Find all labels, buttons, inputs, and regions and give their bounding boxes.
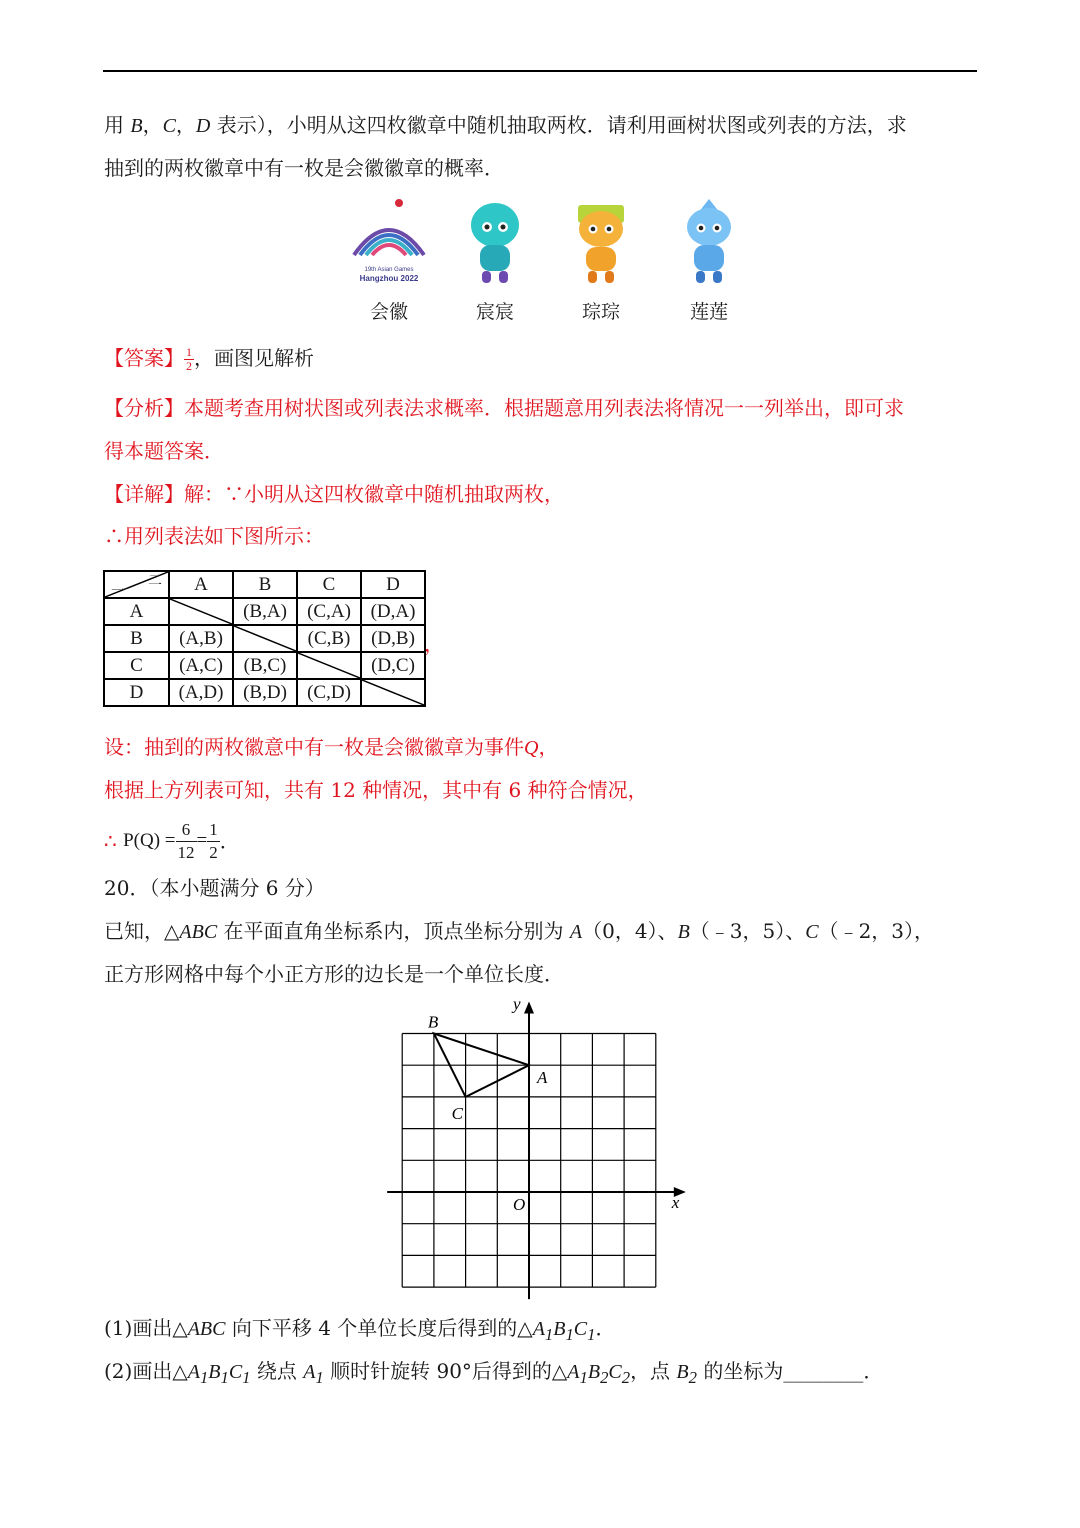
cell-diagonal	[234, 626, 296, 651]
part-2: (2)画出$\triangle A_1B_1C_1$ 绕点 $A_1$ 顺时针旋转 90°后得到的$\triangle A_1B_2C_2$，点 $B_2$ 的坐标为________．	[104, 1359, 884, 1387]
svg-text:Hangzhou 2022: Hangzhou 2022	[359, 274, 419, 283]
answer-fraction: $\frac{1}{2}$	[186, 345, 192, 373]
part-1: (1)画出△ABC 向下平移 4 个单位长度后得到的$\triangle A_1B_1C_1$．	[104, 1316, 616, 1344]
row-header: B	[104, 625, 169, 652]
detail-line: 【详解】解：∵小明从这四枚徽章中随机抽取两枚，	[104, 482, 564, 506]
table-cell: (D,B)	[361, 625, 425, 652]
table-cell: (C,B)	[297, 625, 361, 652]
badge-chenchen	[450, 195, 540, 323]
origin-label: O	[513, 1195, 526, 1214]
row-header: C	[104, 652, 169, 679]
diagonal-cell	[361, 679, 425, 706]
vertex-label-c: C	[451, 1103, 463, 1123]
badge-congcong	[556, 195, 646, 323]
badge-row	[0, 195, 1080, 330]
vertex-label-b: B	[427, 1012, 439, 1032]
q20-line-1: 已知，△ABC 在平面直角坐标系内，顶点坐标分别为 A（0，4）、B（﹣3，5）、C（﹣2，3），	[104, 919, 935, 943]
intro-line-1: 用 B，C，D 表示），小明从这四枚徽章中随机抽取两枚．请利用画树状图或列表的方法，求	[104, 113, 907, 137]
answer-blank[interactable]: ________	[783, 1359, 864, 1383]
header-rule	[103, 70, 977, 72]
table-cell: (A,D)	[169, 679, 233, 706]
result-fraction-2: $\frac{1}{2}$	[209, 819, 218, 862]
table-corner: 二 一	[104, 571, 169, 598]
col-header: D	[361, 571, 425, 598]
cell-diagonal	[170, 599, 232, 624]
table-intro: ∴用列表法如下图所示：	[104, 524, 324, 548]
badge-caption: 琮琮	[581, 301, 620, 323]
q20-line-2: 正方形网格中每个小正方形的边长是一个单位长度．	[104, 962, 564, 986]
badge-emblem	[344, 195, 434, 323]
q20-title: 20．（本小题满分 6 分）	[104, 876, 325, 900]
analysis-line-2: 得本题答案．	[104, 439, 224, 463]
count-line: 根据上方列表可知，共有 12 种情况，其中有 6 种符合情况，	[104, 778, 648, 802]
col-header: C	[297, 571, 361, 598]
vertex-label-a: A	[537, 1068, 548, 1088]
probability-table	[103, 570, 426, 707]
badge-caption: 会徽	[369, 301, 408, 323]
asian-games-emblem-icon	[344, 195, 434, 290]
table-cell: (B,A)	[233, 598, 297, 625]
y-axis-arrow	[524, 1002, 534, 1014]
table-cell: (B,C)	[233, 652, 297, 679]
diagonal-cell	[297, 652, 361, 679]
svg-text:19th Asian Games: 19th Asian Games	[364, 267, 414, 273]
cell-diagonal	[362, 680, 424, 705]
table-row	[104, 679, 425, 706]
mascot-congcong-icon	[556, 195, 646, 290]
answer-line: 【答案】 $\frac{1}{2}$ ，画图见解析	[104, 345, 314, 373]
result-fraction-1: $\frac{6}{12}$	[177, 819, 195, 862]
table-trailing-comma: ，	[424, 632, 444, 656]
table-row	[104, 598, 425, 625]
table-cell: (A,C)	[169, 652, 233, 679]
row-header: D	[104, 679, 169, 706]
mascot-chenchen-icon	[450, 195, 540, 290]
let-line: 设：抽到的两枚徽意中有一枚是会徽徽章为事件Q，	[104, 735, 559, 759]
table-cell: (D,C)	[361, 652, 425, 679]
table-cell: (D,A)	[361, 598, 425, 625]
diagonal-cell	[169, 598, 233, 625]
badge-caption: 莲莲	[689, 301, 728, 323]
cell-diagonal	[298, 653, 360, 678]
badge-caption: 宸宸	[475, 301, 514, 323]
analysis-line-1: 【分析】本题考查用树状图或列表法求概率．根据题意用列表法将情况一一列举出，即可求	[104, 396, 904, 420]
x-axis-label: x	[671, 1193, 680, 1212]
table-cell: (A,B)	[169, 625, 233, 652]
table-row	[104, 652, 425, 679]
badge-lianlian	[664, 195, 754, 323]
mascot-lianlian-icon	[664, 195, 754, 290]
intro-line-2: 抽到的两枚徽章中有一枚是会徽徽章的概率．	[104, 156, 504, 180]
diagonal-cell	[233, 625, 297, 652]
table-row	[104, 625, 425, 652]
table-cell: (C,D)	[297, 679, 361, 706]
result-line: ∴ P(Q) = $\frac{6}{12}$ = $\frac{1}{2}$ ．	[104, 819, 240, 862]
table-cell: (B,D)	[233, 679, 297, 706]
col-header: A	[169, 571, 233, 598]
col-header: B	[233, 571, 297, 598]
table-cell: (C,A)	[297, 598, 361, 625]
coordinate-grid	[380, 1000, 690, 1300]
y-axis-label: y	[513, 1000, 521, 1014]
row-header: A	[104, 598, 169, 625]
